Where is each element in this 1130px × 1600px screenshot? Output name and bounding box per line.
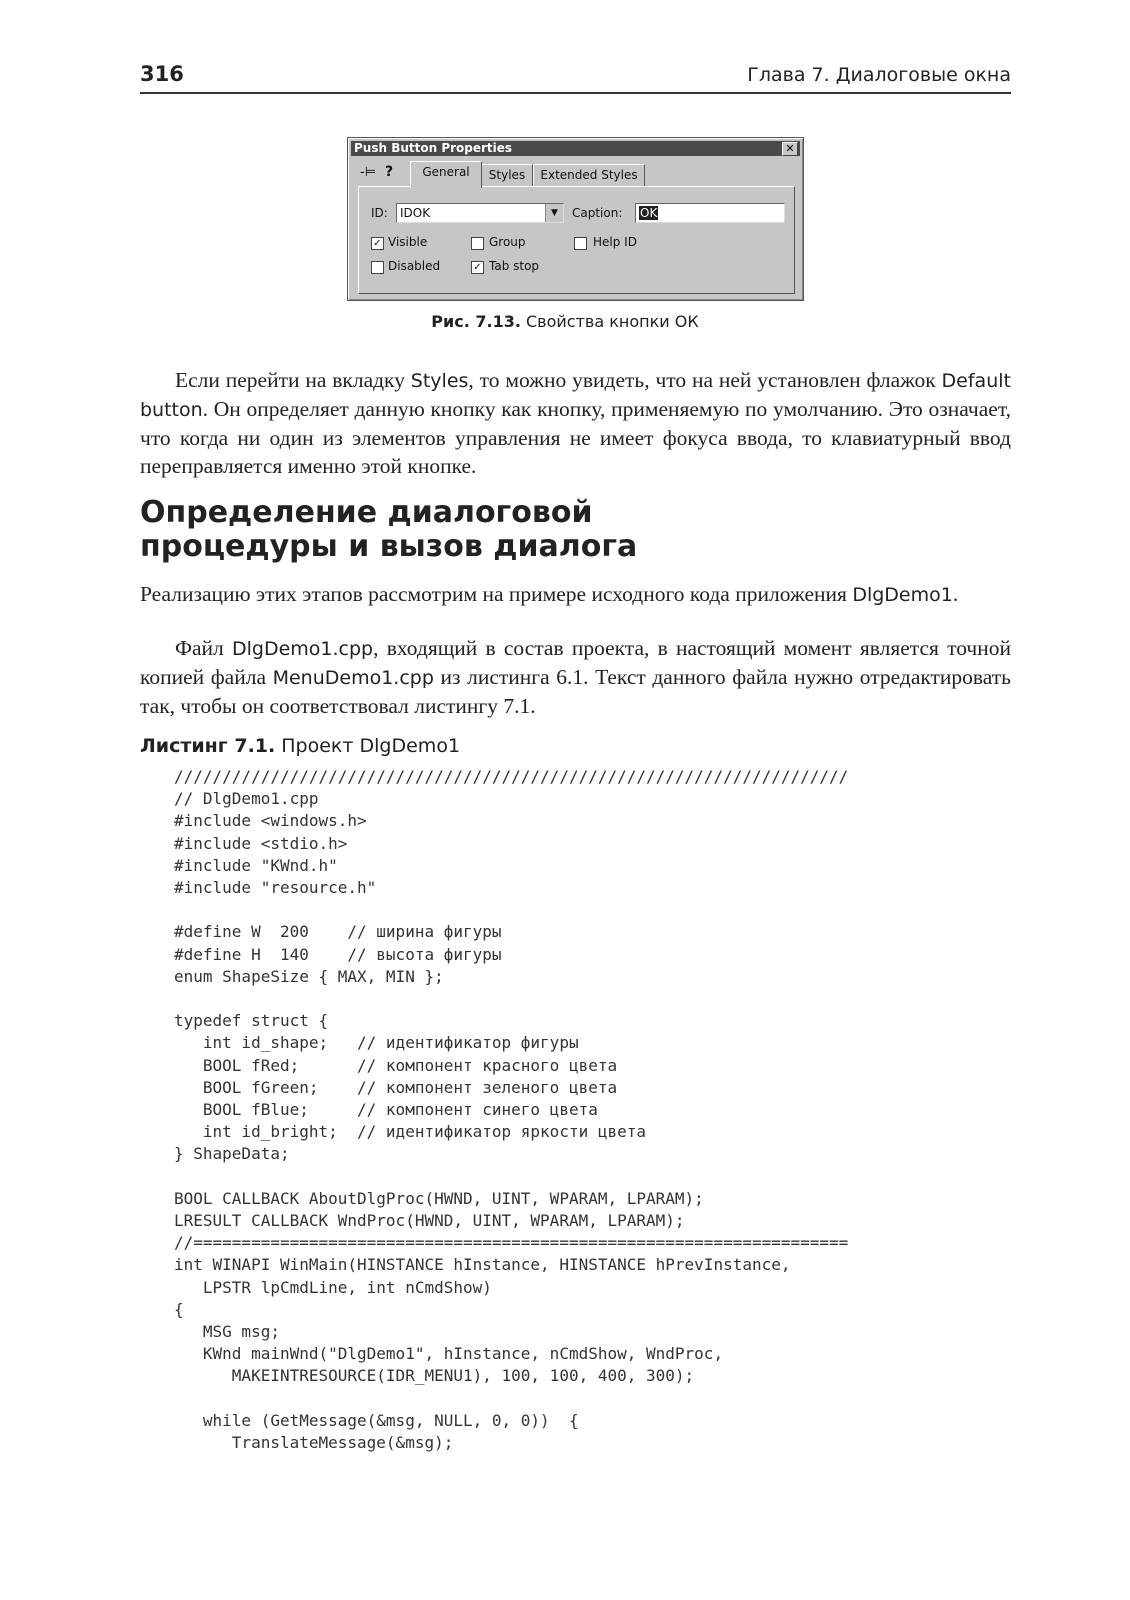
code-listing: ////////////////////////////////////////////////////////////////////// // DlgDemo1.cpp #include <windows.h> #include <stdio.h> #include "KWnd.h" #include "resource.h" #define W 200 // ширина фигуры #define H 140 // высота фигуры enum ShapeSize { MAX, MIN }; typedef struct { int id_shape; // идентификатор фигуры BOOL fRed; // компонент красного цвета BOOL fGreen; // компонент зеленого цвета BOOL fBlue; // компонент синего цвета int id_bright; // идентификатор яркости цвета } ShapeData; BOOL CALLBACK AboutDlgProc(HWND, UINT, WPARAM, LPARAM); LRESULT CALLBACK WndProc(HWND, UINT, WPARAM, LPARAM); //==================================================================== int WINAPI WinMain(HINSTANCE hInstance, HINSTANCE hPrevInstance, LPSTR lpCmdLine, int nCmdShow) { MSG msg; KWnd mainWnd("DlgDemo1", hInstance, nCmdShow, WndProc, MAKEINTRESOURCE(IDR_MENU1), 100, 100, 400, 300); while (GetMessage(&msg, NULL, 0, 0)) { TranslateMessage(&msg);: [174, 767, 849, 1453]
dialog-title: Push Button Properties: [354, 141, 513, 155]
paragraph-styles: [140, 366, 1011, 480]
heading-line: Определение диалоговой: [140, 495, 593, 530]
code-term: DlgDemo1: [852, 584, 953, 606]
listing-title: [140, 735, 460, 757]
paragraph-file: [140, 634, 1011, 720]
tab-general[interactable]: General: [410, 161, 482, 188]
figure-text: Свойства кнопки ОК: [520, 312, 699, 331]
page-number: 316: [140, 62, 184, 86]
page-header: [140, 62, 1011, 94]
tab-stop-checkbox[interactable]: ✓: [471, 261, 484, 274]
help-icon[interactable]: ?: [385, 164, 394, 180]
text: Если перейти на вкладку: [175, 368, 411, 392]
figure-number: Рис. 7.13.: [431, 312, 521, 331]
text: Реализацию этих этапов рассмотрим на примере исходного кода приложения: [140, 582, 853, 606]
listing-name: Проект DlgDemo1: [275, 735, 461, 757]
caption-field[interactable]: [635, 203, 785, 223]
text: Файл: [175, 636, 232, 660]
group-checkbox[interactable]: [471, 237, 484, 250]
text: . Он определяет данную кнопку как кнопку, применяемую по умолчанию. Это означает, что когда ни один из элементов управления не имеет фокуса ввода, то клавиатурный ввод переправляется именно этой кнопке.: [140, 397, 1011, 478]
caption-label: Caption:: [572, 206, 623, 220]
disabled-checkbox[interactable]: [371, 261, 384, 274]
visible-checkbox[interactable]: ✓: [371, 237, 384, 250]
disabled-label: Disabled: [388, 259, 441, 273]
general-panel: [358, 186, 795, 294]
push-button-properties-dialog: [347, 137, 804, 301]
code-term: Default button: [140, 370, 1011, 421]
text: , то можно увидеть, что на ней установлен флажок: [468, 368, 942, 392]
figure-caption: [0, 312, 1130, 331]
group-label: Group: [489, 235, 526, 249]
visible-label: Visible: [388, 235, 428, 249]
code-term: DlgDemo1.cpp: [231, 638, 374, 660]
close-icon[interactable]: ✕: [782, 142, 798, 156]
caption-value: OK: [640, 206, 658, 220]
id-combobox[interactable]: [396, 203, 564, 223]
heading-line: процедуры и вызов диалога: [140, 529, 638, 564]
text: из листинга 6.1. Текст данного файла нужно отредактировать так, чтобы он соответствовал листингу 7.1.: [140, 665, 1011, 718]
help-id-label: Help ID: [593, 235, 637, 249]
code-term: Styles: [410, 370, 469, 392]
dialog-title-bar: [351, 141, 800, 156]
text: .: [952, 582, 959, 606]
dropdown-arrow-icon[interactable]: ▼: [545, 204, 563, 222]
chapter-title: Глава 7. Диалоговые окна: [747, 64, 1011, 86]
code-term: MenuDemo1.cpp: [272, 667, 434, 689]
tab-extended-styles[interactable]: Extended Styles: [533, 164, 645, 186]
text: , входящий в состав проекта, в настоящий момент является точной копией файла: [140, 636, 1011, 689]
pin-icon[interactable]: -⊨: [360, 165, 377, 180]
section-heading: [140, 496, 637, 564]
id-value: IDOK: [400, 206, 431, 220]
help-id-checkbox[interactable]: [574, 237, 587, 250]
tab-stop-label: Tab stop: [489, 259, 540, 273]
id-label: ID:: [371, 206, 388, 220]
tab-styles[interactable]: Styles: [481, 164, 533, 186]
listing-number: Листинг 7.1.: [140, 735, 276, 757]
paragraph-intro: [140, 580, 1011, 609]
